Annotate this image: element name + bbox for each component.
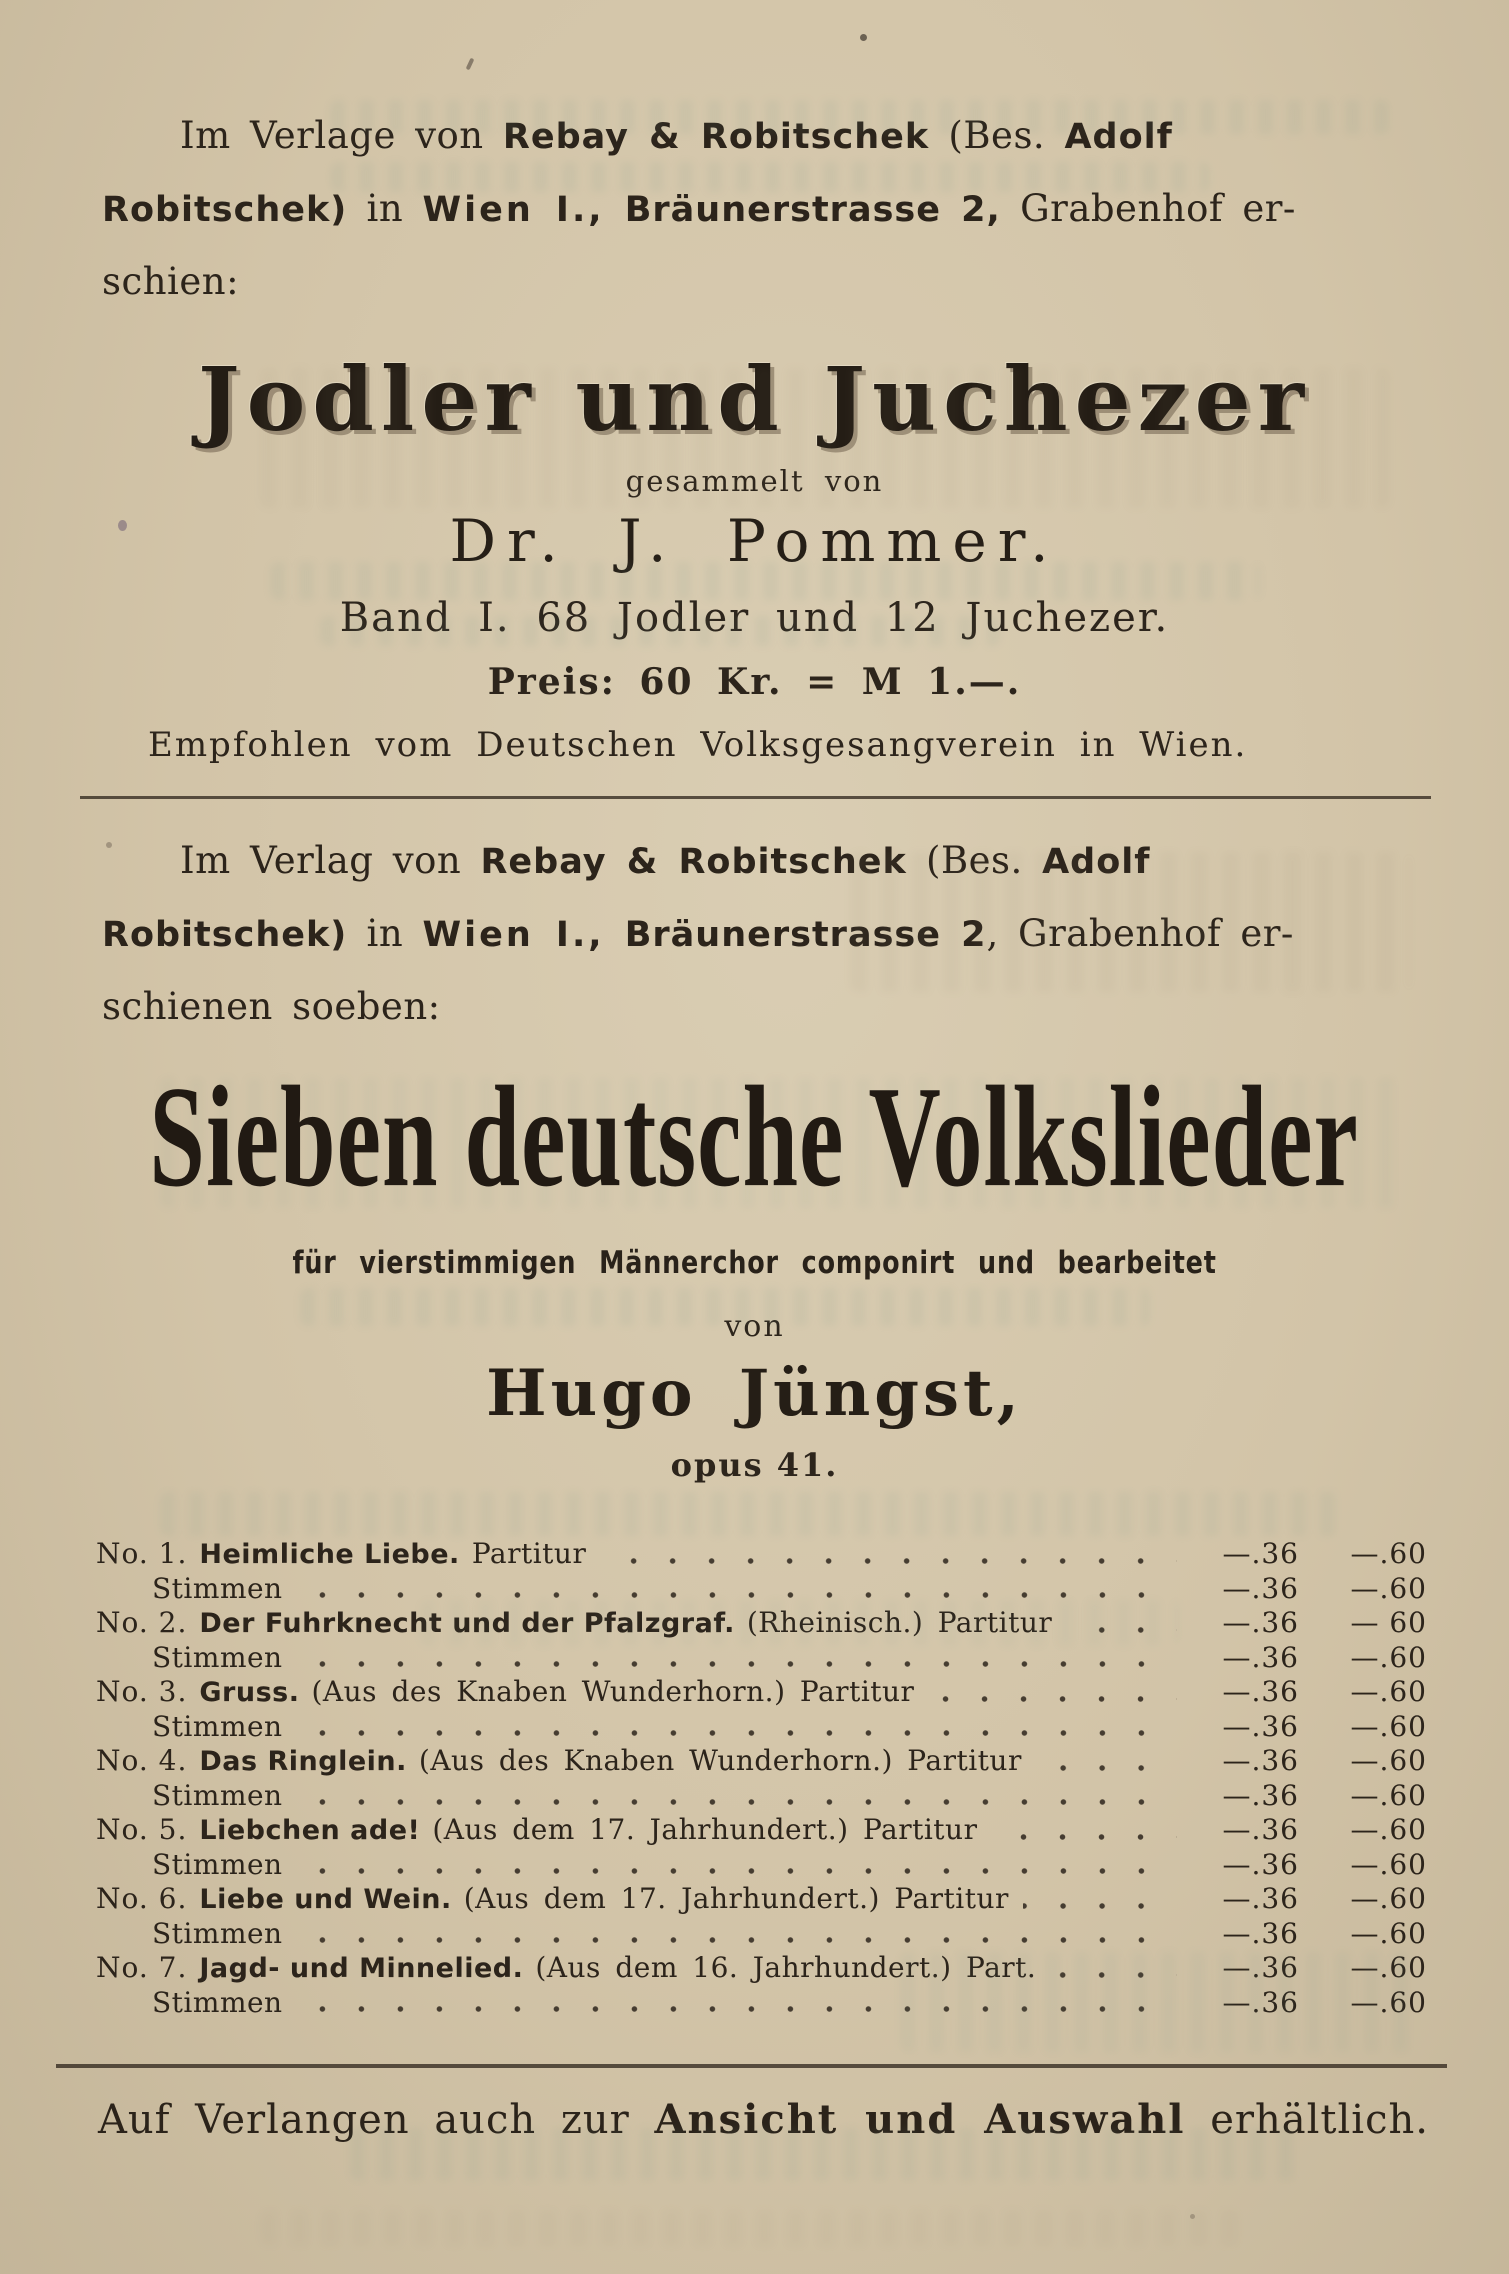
work-subtitle: [0, 1245, 1509, 1281]
publisher-name: Rebay & Robitschek: [502, 117, 930, 157]
dot-leader: [297, 1868, 1177, 1874]
stimmen-label: Stimmen: [152, 1917, 283, 1950]
price-mark: —.60: [1350, 1744, 1427, 1777]
price-row-partitur: [96, 1744, 1427, 1779]
paragraph-line: [102, 898, 1429, 971]
price-list: [96, 1537, 1427, 2020]
price-mark: —.60: [1350, 1917, 1427, 1950]
price-mark: — 60: [1350, 1606, 1427, 1639]
dot-leader: [1050, 1972, 1177, 1978]
paragraph-line: [102, 100, 1429, 173]
song-detail: (Aus dem 17. Jahrhundert.) Partitur: [463, 1882, 1009, 1915]
dot-leader: [928, 1696, 1177, 1702]
volume-info: Band I. 68 Jodler und 12 Juchezer.: [339, 595, 1170, 641]
song-detail: (Aus des Knaben Wunderhorn.) Partitur: [311, 1675, 915, 1708]
dot-leader: [1066, 1627, 1177, 1633]
price-mark: —.60: [1350, 1951, 1427, 1984]
owner-name: Robitschek): [102, 190, 348, 230]
price-row-stimmen: [96, 1779, 1427, 1813]
work-title-wrapper: [0, 1056, 1509, 1218]
price-row-partitur: [96, 1882, 1427, 1917]
song-title: Das Ringlein.: [199, 1746, 407, 1777]
paper-speck: [1190, 2214, 1195, 2219]
owner-name: Adolf: [1042, 842, 1151, 882]
dot-leader: [297, 1730, 1177, 1736]
composer-name: Hugo Jüngst,: [486, 1356, 1023, 1431]
text-run: (Bes.: [906, 839, 1043, 882]
dot-leader: [1023, 1903, 1177, 1909]
paragraph-line: [102, 246, 1429, 318]
text-run: Im Verlag von: [180, 839, 481, 882]
price-mark: —.60: [1350, 1986, 1427, 2019]
price-mark: —.60: [1350, 1641, 1427, 1674]
paragraph-line: [102, 173, 1429, 246]
price-mark: —.60: [1350, 1848, 1427, 1881]
price-kr: —.36: [1222, 1917, 1299, 1950]
price-kr: —.36: [1222, 1882, 1299, 1915]
song-number: No. 6.: [96, 1882, 188, 1915]
price-row-partitur: [96, 1813, 1427, 1848]
song-title: Liebe und Wein.: [199, 1884, 452, 1915]
paper-speck: [466, 58, 475, 71]
song-number: No. 2.: [96, 1606, 188, 1639]
song-title: Liebchen ade!: [199, 1815, 421, 1846]
song-number: No. 4.: [96, 1744, 188, 1777]
text-run: erhältlich.: [1185, 2097, 1429, 2143]
footer-divider-rule: [56, 2064, 1447, 2068]
stimmen-label: Stimmen: [152, 1848, 283, 1881]
song-number: No. 1.: [96, 1537, 188, 1570]
text-run: in: [347, 912, 423, 955]
song-title: Heimliche Liebe.: [199, 1539, 460, 1570]
price-kr: —.36: [1222, 1641, 1299, 1674]
price-kr: —.36: [1222, 1710, 1299, 1743]
availability-note: [98, 2096, 1429, 2144]
text-run: in: [347, 187, 423, 230]
publisher-paragraph-1: [102, 100, 1429, 318]
by-label: von: [724, 1309, 785, 1344]
dot-leader: [1036, 1765, 1177, 1771]
stimmen-label: Stimmen: [152, 1710, 283, 1743]
bleed-through-ghost: [260, 2210, 1240, 2246]
price-row-stimmen: [96, 1848, 1427, 1882]
price-mark: —.60: [1350, 1779, 1427, 1812]
stimmen-label: Stimmen: [152, 1641, 283, 1674]
price-kr: —.36: [1222, 1813, 1299, 1846]
opus-number: opus 41.: [670, 1446, 839, 1484]
price-kr: —.36: [1222, 1986, 1299, 2019]
price-kr: —.36: [1222, 1951, 1299, 1984]
price-mark: —.60: [1350, 1675, 1427, 1708]
price-row-stimmen: [96, 1572, 1427, 1606]
text-run: schien:: [102, 260, 240, 303]
paragraph-line: [102, 825, 1429, 898]
price-kr: —.36: [1222, 1744, 1299, 1777]
publisher-name: Rebay & Robitschek: [480, 842, 907, 882]
dot-leader: [297, 2006, 1177, 2012]
stimmen-label: Stimmen: [152, 1572, 283, 1605]
price-row-stimmen: [96, 1710, 1427, 1744]
bleed-through-ghost: [160, 1492, 1340, 1536]
song-detail: (Rheinisch.) Partitur: [746, 1606, 1053, 1639]
street-address: Bräunerstrasse 2,: [604, 190, 1001, 230]
price-mark: —.60: [1350, 1710, 1427, 1743]
dot-leader: [600, 1558, 1177, 1564]
highlight-text: Ansicht und Auswahl: [654, 2096, 1186, 2143]
owner-name: Adolf: [1064, 117, 1173, 157]
author-name: Dr. J. Pommer.: [449, 507, 1060, 575]
stimmen-label: Stimmen: [152, 1779, 283, 1812]
stimmen-label: Stimmen: [152, 1986, 283, 2019]
city-name: Wien I.,: [422, 915, 605, 955]
text-run: Auf Verlangen auch zur: [98, 2097, 655, 2143]
price-row-stimmen: [96, 1917, 1427, 1951]
endorsement-line: Empfohlen vom Deutschen Volksgesangverein in Wien.: [148, 725, 1248, 765]
work-title-jodler: Jodler und Juchezer: [198, 347, 1311, 451]
price-mark: —.60: [1350, 1882, 1427, 1915]
price-row-stimmen: [96, 1986, 1427, 2020]
price-row-partitur: [96, 1951, 1427, 1986]
text-run: (Bes.: [929, 114, 1065, 157]
street-address: Bräunerstrasse 2: [604, 915, 987, 955]
price-mark: —.60: [1350, 1572, 1427, 1605]
price-row-partitur: [96, 1537, 1427, 1572]
work-title-volkslieder: Sieben deutsche Volkslieder: [149, 1056, 1360, 1218]
price-info: Preis: 60 Kr. = M 1.—.: [487, 661, 1022, 703]
text-run: Im Verlage von: [180, 114, 503, 157]
text-run: schienen soeben:: [102, 985, 441, 1028]
price-kr: —.36: [1222, 1537, 1299, 1570]
price-kr: —.36: [1222, 1606, 1299, 1639]
collected-by-label: gesammelt von: [625, 464, 884, 498]
price-kr: —.36: [1222, 1572, 1299, 1605]
price-row-stimmen: [96, 1641, 1427, 1675]
song-number: No. 7.: [96, 1951, 188, 1984]
city-name: Wien I.,: [422, 190, 605, 230]
song-title: Gruss.: [199, 1677, 300, 1708]
paper-speck: [860, 34, 867, 41]
dot-leader: [991, 1834, 1177, 1840]
song-detail: Partitur: [471, 1537, 587, 1570]
dot-leader: [297, 1661, 1177, 1667]
song-detail: (Aus des Knaben Wunderhorn.) Partitur: [418, 1744, 1022, 1777]
text-run: Grabenhof er-: [1000, 187, 1296, 230]
price-row-partitur: [96, 1606, 1427, 1641]
song-title: Der Fuhrknecht und der Pfalzgraf.: [199, 1608, 735, 1639]
song-number: No. 3.: [96, 1675, 188, 1708]
song-number: No. 5.: [96, 1813, 188, 1846]
price-mark: —.60: [1350, 1813, 1427, 1846]
price-kr: —.36: [1222, 1848, 1299, 1881]
paragraph-line: [102, 971, 1429, 1043]
price-kr: —.36: [1222, 1675, 1299, 1708]
dot-leader: [297, 1592, 1177, 1598]
song-title: Jagd- und Minnelied.: [199, 1953, 524, 1984]
price-kr: —.36: [1222, 1779, 1299, 1812]
work-subtitle-text: für vierstimmigen Männerchor componirt und bearbeitet: [292, 1245, 1217, 1281]
price-mark: —.60: [1350, 1537, 1427, 1570]
text-run: , Grabenhof er-: [986, 912, 1294, 955]
dot-leader: [297, 1937, 1177, 1943]
song-detail: (Aus dem 17. Jahrhundert.) Partitur: [432, 1813, 978, 1846]
owner-name: Robitschek): [102, 915, 348, 955]
dot-leader: [297, 1799, 1177, 1805]
song-detail: (Aus dem 16. Jahrhundert.) Part.: [535, 1951, 1037, 1984]
section-divider-rule: [80, 796, 1431, 799]
price-row-partitur: [96, 1675, 1427, 1710]
publisher-paragraph-2: [102, 825, 1429, 1043]
